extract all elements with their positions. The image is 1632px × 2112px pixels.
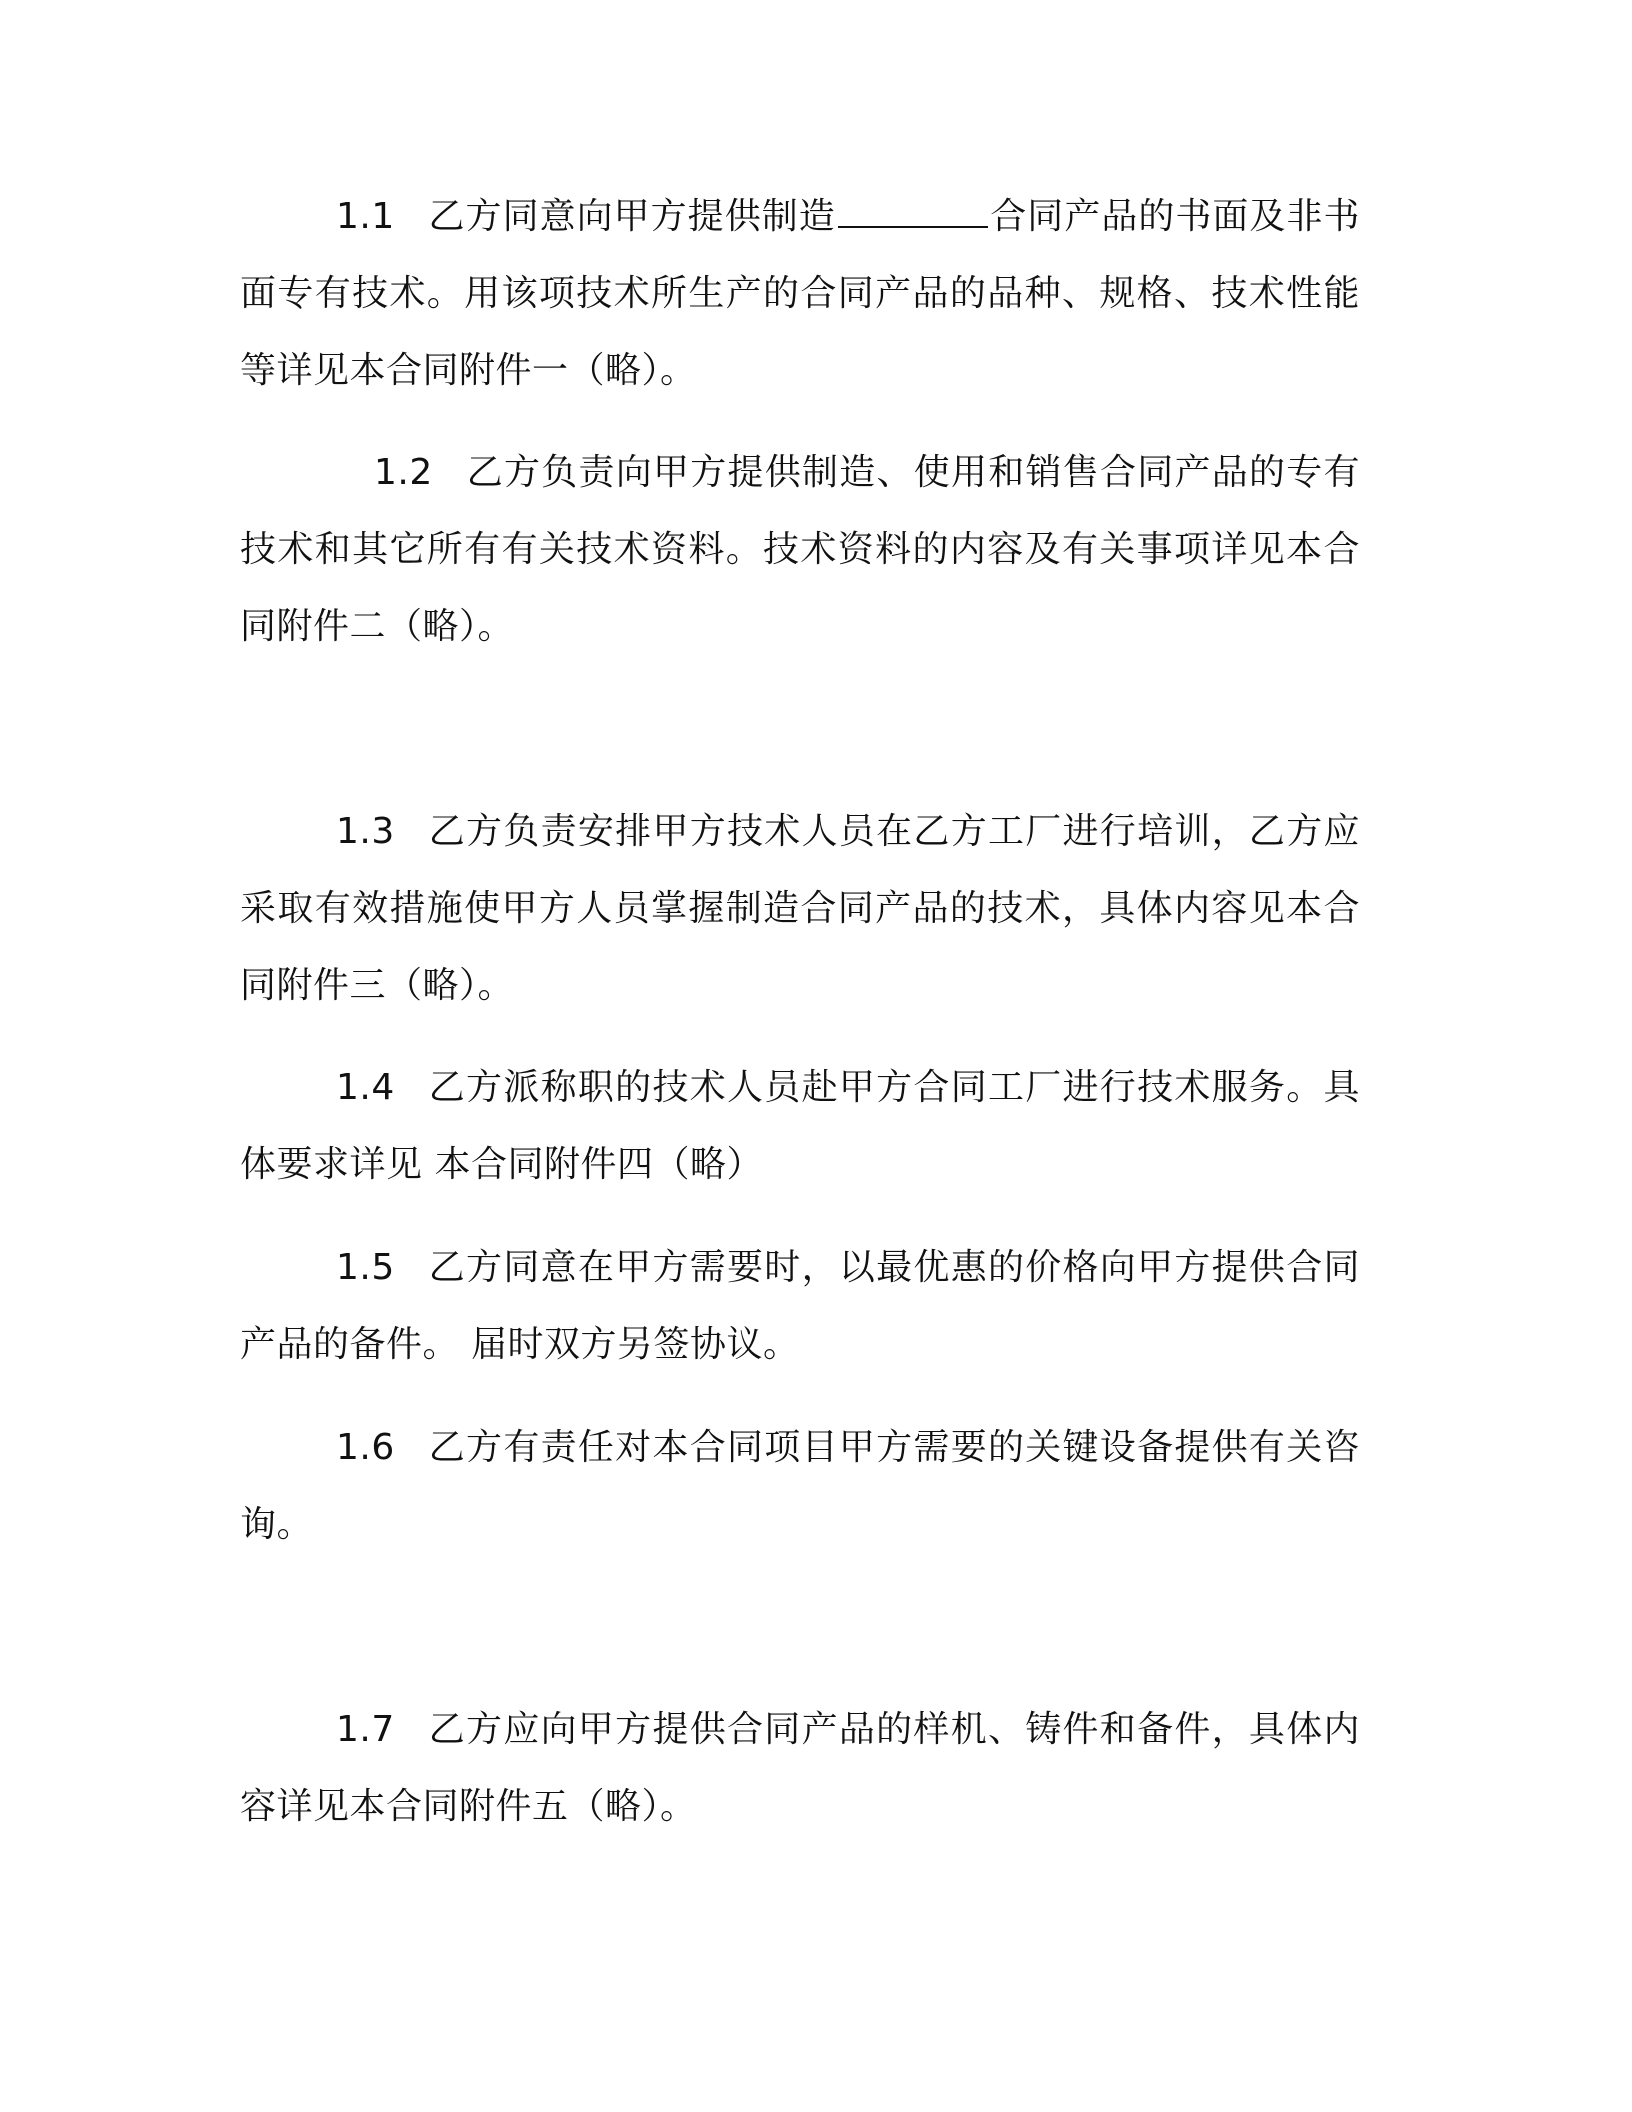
clause-1-1: [240, 178, 1360, 409]
clause-number: 1.1: [336, 196, 395, 237]
clause-text-continued: 合同产品的书面及非书面专有技术。用该项技术所生产的合同产品的品种、规格、技术性能等详见本合同附件一（略）。: [240, 196, 1360, 391]
clause-text: 乙方派称职的技术人员赴甲方合同工厂进行技术服务。具体要求详见 本合同附件四（略）: [240, 1067, 1360, 1185]
clause-number: 1.3: [336, 811, 395, 852]
clause-text: 乙方同意向甲方提供制造: [428, 196, 836, 237]
clause-1-7: [240, 1691, 1360, 1845]
clause-1-6: [240, 1409, 1360, 1563]
clause-text: 乙方有责任对本合同项目甲方需要的关键设备提供有关咨询。: [240, 1427, 1360, 1545]
clause-number: 1.6: [336, 1427, 395, 1468]
clause-number: 1.7: [336, 1709, 395, 1750]
clause-number: 1.5: [336, 1247, 395, 1288]
clause-1-4: [240, 1049, 1360, 1203]
clause-text: 乙方同意在甲方需要时，以最优惠的价格向甲方提供合同产品的备件。 届时双方另签协议。: [240, 1247, 1360, 1365]
clause-1-2: [240, 434, 1360, 665]
fill-in-blank: [838, 196, 988, 228]
clause-text: 乙方应向甲方提供合同产品的样机、铸件和备件，具体内容详见本合同附件五（略）。: [240, 1709, 1360, 1827]
clause-1-3: [240, 793, 1360, 1024]
clause-1-5: [240, 1229, 1360, 1383]
clause-text: 乙方负责向甲方提供制造、使用和销售合同产品的专有技术和其它所有有关技术资料。技术资料的内容及有关事项详见本合同附件二（略）。: [240, 452, 1360, 647]
clause-number: 1.2: [374, 452, 433, 493]
clause-number: 1.4: [336, 1067, 395, 1108]
clause-text: 乙方负责安排甲方技术人员在乙方工厂进行培训，乙方应采取有效措施使甲方人员掌握制造合同产品的技术，具体内容见本合同附件三（略）。: [240, 811, 1360, 1006]
